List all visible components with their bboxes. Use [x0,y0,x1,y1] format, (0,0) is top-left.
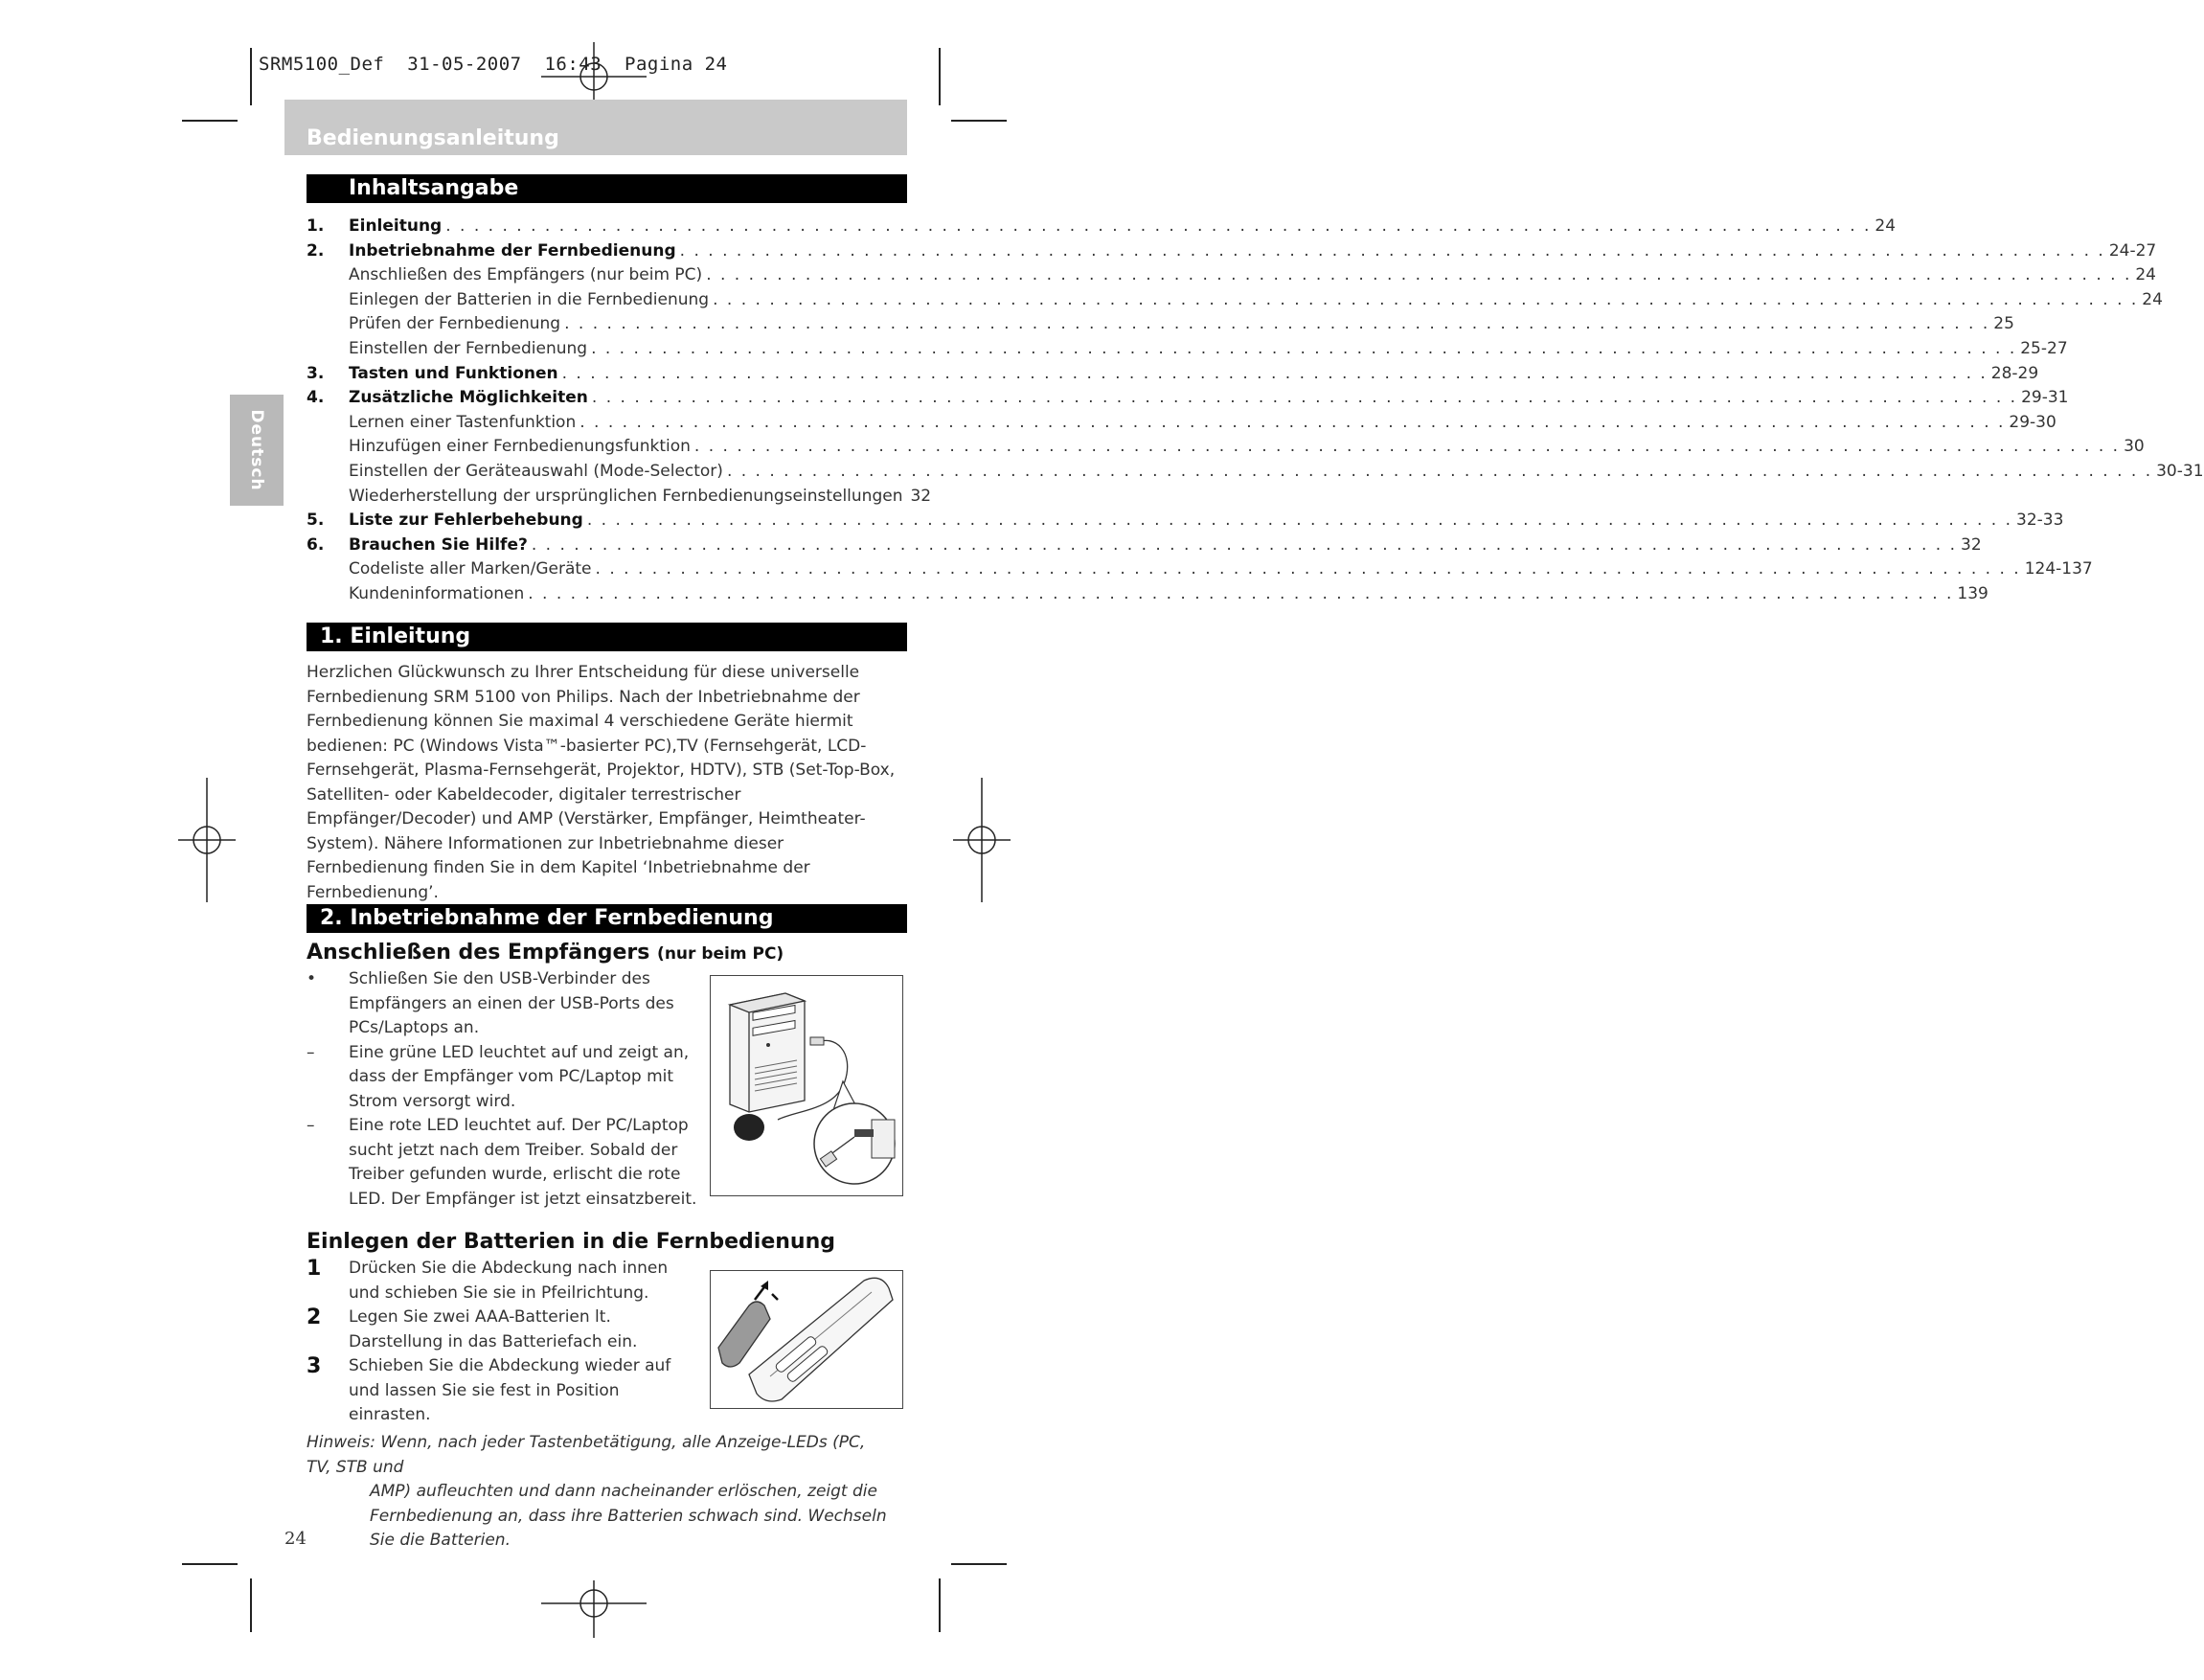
receiver-heading-note: (nur beim PC) [657,944,784,964]
language-side-tab-label: Deutsch [247,409,266,491]
battery-note-lead: Hinweis: Wenn, nach jeder Tastenbetätigung, alle Anzeige-LEDs (PC, TV, STB und [307,1433,866,1477]
toc-row-page: 139 [1957,583,1988,603]
toc-row-leader [706,263,2131,288]
header-band-title: Bedienungsanleitung [307,126,559,150]
list-item-text: Schließen Sie den USB-Verbinder des Empfängers an einen der USB-Ports des PCs/Laptops an. [349,969,674,1037]
registration-mark-top [532,42,656,100]
toc-row-title: Anschließen des Empfängers (nur beim PC) [349,265,703,285]
toc-row-page: 24 [1875,216,1897,236]
crop-mark [951,120,1007,122]
receiver-instructions [307,967,709,1212]
step-number: 3 [307,1354,322,1378]
step-text: Legen Sie zwei AAA-Batterien lt. Darstellung in das Batteriefach ein. [349,1307,638,1351]
toc-row-title: Einlegen der Batterien in die Fernbedienung [349,289,710,309]
registration-mark-bottom [532,1580,656,1638]
bullet-mark: • [307,969,317,988]
toc-row [307,411,2056,436]
toc-row-title: Einstellen der Geräteauswahl (Mode-Selector) [349,461,723,481]
battery-note [307,1431,891,1554]
toc-row-leader [713,288,2138,313]
crop-mark [939,48,941,105]
toc-row-page: 24 [2142,289,2163,309]
toc-row-page: 24-27 [2108,240,2157,261]
toc-row [307,239,2157,264]
toc-title: Inhaltsangabe [349,176,519,200]
crop-mark [250,1578,252,1632]
toc-row-leader [562,362,1988,387]
toc-row-page: 25 [1993,314,2014,334]
section-2-title-bar [307,904,907,933]
section-2-title: 2. Inbetriebnahme der Fernbedienung [320,906,774,930]
toc-row-title: Lernen einer Tastenfunktion [349,412,577,432]
toc-row-title: Codeliste aller Marken/Geräte [349,559,592,579]
toc-row [307,288,2163,313]
toc-row [307,362,2039,387]
step-text: Schieben Sie die Abdeckung wieder auf und lassen Sie sie fest in Position einrasten. [349,1356,671,1424]
print-header: SRM5100_Def 31-05-2007 16:43 Pagina 24 [259,54,728,75]
toc-row [307,215,1897,239]
toc-row-leader [564,312,1989,337]
registration-mark-left [178,778,236,902]
list-item [307,967,709,1041]
crop-mark [250,48,252,105]
receiver-heading [307,941,784,965]
toc-row-number: 2. [307,240,325,261]
step-item [307,1257,690,1305]
toc-row [307,485,932,510]
toc-row-title: Hinzufügen einer Fernbedienungsfunktion [349,437,691,457]
toc-row-leader [591,337,2016,362]
list-item [307,1114,709,1212]
toc-row-title: Inbetriebnahme der Fernbedienung [349,240,676,261]
header-band [284,100,907,155]
toc-row-leader [532,534,1957,558]
toc-row-page: 28-29 [1990,363,2039,383]
crop-mark [939,1578,941,1632]
battery-illustration [710,1270,903,1409]
toc-row [307,557,2093,582]
toc-row [307,263,2156,288]
toc-row [307,312,2014,337]
toc-row-page: 32 [1961,534,1982,555]
toc-row-page: 32-33 [2016,511,2064,531]
toc-row [307,509,2064,534]
battery-note-rest: AMP) aufleuchten und dann nacheinander erlöschen, zeigt die Fernbedienung an, dass ihre Batterien schwach sind. Wechseln Sie die Batterien. [370,1482,887,1550]
batteries-heading: Einlegen der Batterien in die Fernbedienung [307,1230,835,1254]
toc-row-title: Brauchen Sie Hilfe? [349,534,528,555]
toc-row-title: Tasten und Funktionen [349,363,558,383]
language-side-tab [230,395,284,506]
battery-instructions [307,1257,690,1428]
section-1-title: 1. Einleitung [320,624,471,648]
toc-row [307,337,2068,362]
toc-row-page: 30-31 [2156,461,2204,481]
bullet-mark: – [307,1042,315,1062]
step-number: 2 [307,1305,322,1329]
toc-title-bar [307,174,907,203]
toc-row-number: 5. [307,511,325,531]
toc-row [307,460,2204,485]
toc-row-page: 30 [2124,437,2145,457]
table-of-contents [307,215,2204,607]
toc-row-number: 6. [307,534,325,555]
toc-row-page: 29-31 [2021,388,2069,408]
crop-mark [182,120,238,122]
step-item [307,1354,690,1428]
toc-row-title: Wiederherstellung der ursprünglichen Fernbedienungseinstellungen [349,486,903,506]
toc-row-page: 29-30 [2009,412,2056,432]
toc-row-title: Liste zur Fehlerbehebung [349,511,583,531]
toc-row-leader [587,509,2012,534]
toc-row-number: 3. [307,363,325,383]
page-number: 24 [284,1529,307,1549]
list-item [307,1041,709,1115]
toc-row-leader [579,411,2005,436]
toc-row-leader [445,215,1871,239]
crop-mark [951,1563,1007,1565]
toc-row-number: 1. [307,216,325,236]
toc-row-page: 124-137 [2024,559,2093,579]
crop-mark [182,1563,238,1565]
toc-row-leader [596,557,2021,582]
toc-row-leader [694,435,2120,460]
toc-row-leader [592,386,2017,411]
toc-row-leader [528,582,1953,607]
toc-row-title: Kundeninformationen [349,583,525,603]
toc-row-page: 25-27 [2020,338,2068,358]
toc-row-page: 24 [2135,265,2156,285]
toc-row-title: Einleitung [349,216,443,236]
toc-row [307,534,1982,558]
toc-row-title: Einstellen der Fernbedienung [349,338,588,358]
toc-row-page: 32 [910,486,932,506]
step-text: Drücken Sie die Abdeckung nach innen und schieben Sie sie in Pfeilrichtung. [349,1259,669,1303]
toc-row [307,582,1988,607]
toc-row-title: Prüfen der Fernbedienung [349,314,561,334]
toc-row-number: 4. [307,388,325,408]
registration-mark-right [953,778,1011,902]
toc-row-title: Zusätzliche Möglichkeiten [349,388,588,408]
section-1-title-bar [307,623,907,651]
receiver-heading-text: Anschließen des Empfängers [307,941,650,965]
step-item [307,1305,690,1354]
toc-row-leader [727,460,2152,485]
bullet-mark: – [307,1116,315,1135]
step-number: 1 [307,1257,322,1281]
list-item-text: Eine grüne LED leuchtet auf und zeigt an, dass der Empfänger vom PC/Laptop mit Strom versorgt wird. [349,1042,690,1111]
toc-row [307,435,2145,460]
toc-row [307,386,2069,411]
toc-row-leader [680,239,2105,264]
pc-receiver-illustration [710,975,903,1196]
section-1-text: Herzlichen Glückwunsch zu Ihrer Entscheidung für diese universelle Fernbedienung SRM 5100 von Philips. Nach der Inbetriebnahme der Fernbedienung können Sie maximal 4 verschiedene Geräte hiermit bedienen: PC (Windows Vista™-basierter PC),TV (Fernsehgerät, LCD-Fernsehgerät, Plasma-Fernsehgerät, Projektor, HDTV), STB (Set-Top-Box, Satelliten- oder Kabeldecoder, digitaler terrestrischer Empfänger/Decoder) und AMP (Verstärker, Empfänger, Heimtheater-System). Nähere Informationen zur Inbetriebnahme dieser Fernbedienung finden Sie in dem Kapitel ‘Inbetriebnahme der Fernbedienung’. [307,663,896,902]
list-item-text: Eine rote LED leuchtet auf. Der PC/Laptop sucht jetzt nach dem Treiber. Sobald der Treiber gefunden wurde, erlischt die rote LED. Der Empfänger ist jetzt einsatzbereit. [349,1116,697,1209]
